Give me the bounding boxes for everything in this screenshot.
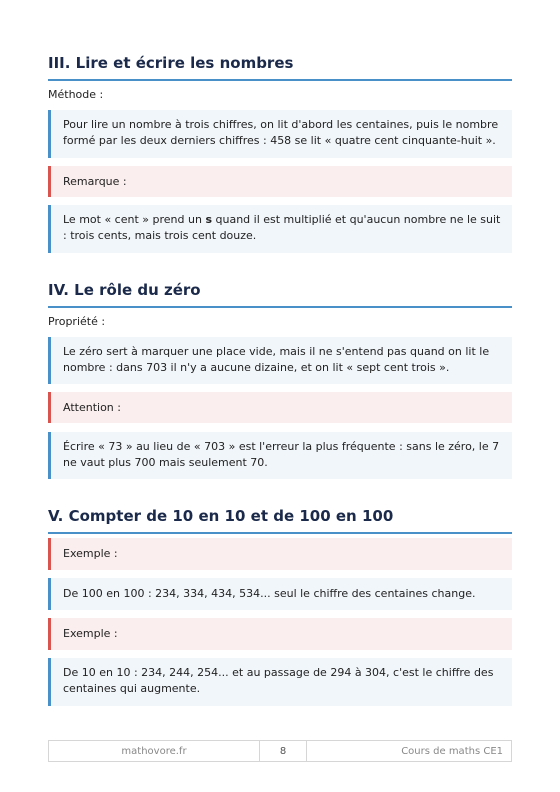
page-footer (48, 740, 512, 762)
remark-text-box (48, 205, 512, 253)
section-title-iv: IV. Le rôle du zéro (48, 281, 512, 308)
remark-text-part2: quand il est multiplié et qu'aucun nombre ne le suit : trois cents, mais trois cent douze. (63, 213, 501, 242)
footer-site: mathovore.fr (49, 741, 260, 761)
remark-text (63, 212, 502, 244)
attention-text-box (48, 432, 512, 479)
example-box-1 (48, 538, 512, 570)
example-box-2 (48, 618, 512, 650)
remark-text-part1: Le mot « cent » prend un (63, 213, 206, 226)
property-label: Propriété : (48, 315, 106, 328)
example-label-1: Exemple : (63, 547, 118, 560)
property-box (48, 337, 512, 384)
method-label: Méthode : (48, 88, 104, 101)
property-text: Le zéro sert à marquer une place vide, mais il ne s'entend pas quand on lit le nombre : dans 703 il n'y a aucune dizaine, et on lit « sept cent trois ». (63, 345, 490, 374)
example-text-box-1 (48, 578, 512, 610)
attention-box (48, 392, 512, 423)
section-title-v: V. Compter de 10 en 10 et de 100 en 100 (48, 507, 512, 534)
example-text-2: De 10 en 10 : 234, 244, 254... et au passage de 294 à 304, c'est le chiffre des centaines qui augmente. (63, 666, 494, 695)
remark-box (48, 166, 512, 197)
section-title-iii: III. Lire et écrire les nombres (48, 54, 512, 81)
remark-text-bold: s (205, 213, 212, 226)
attention-text: Écrire « 73 » au lieu de « 703 » est l'erreur la plus fréquente : sans le zéro, le 7 ne vaut plus 700 mais seulement 70. (63, 440, 500, 469)
example-text-box-2 (48, 658, 512, 706)
example-label-2: Exemple : (63, 627, 118, 640)
method-text: Pour lire un nombre à trois chiffres, on lit d'abord les centaines, puis le nombre formé par les deux derniers chiffres : 458 se lit « quatre cent cinquante-huit ». (63, 118, 499, 147)
footer-course: Cours de maths CE1 (401, 745, 503, 757)
footer-page-number: 8 (260, 741, 307, 761)
remark-label: Remarque : (63, 175, 127, 188)
example-text-1: De 100 en 100 : 234, 334, 434, 534... seul le chiffre des centaines change. (63, 587, 476, 600)
attention-label: Attention : (63, 401, 121, 414)
method-box (48, 110, 512, 158)
